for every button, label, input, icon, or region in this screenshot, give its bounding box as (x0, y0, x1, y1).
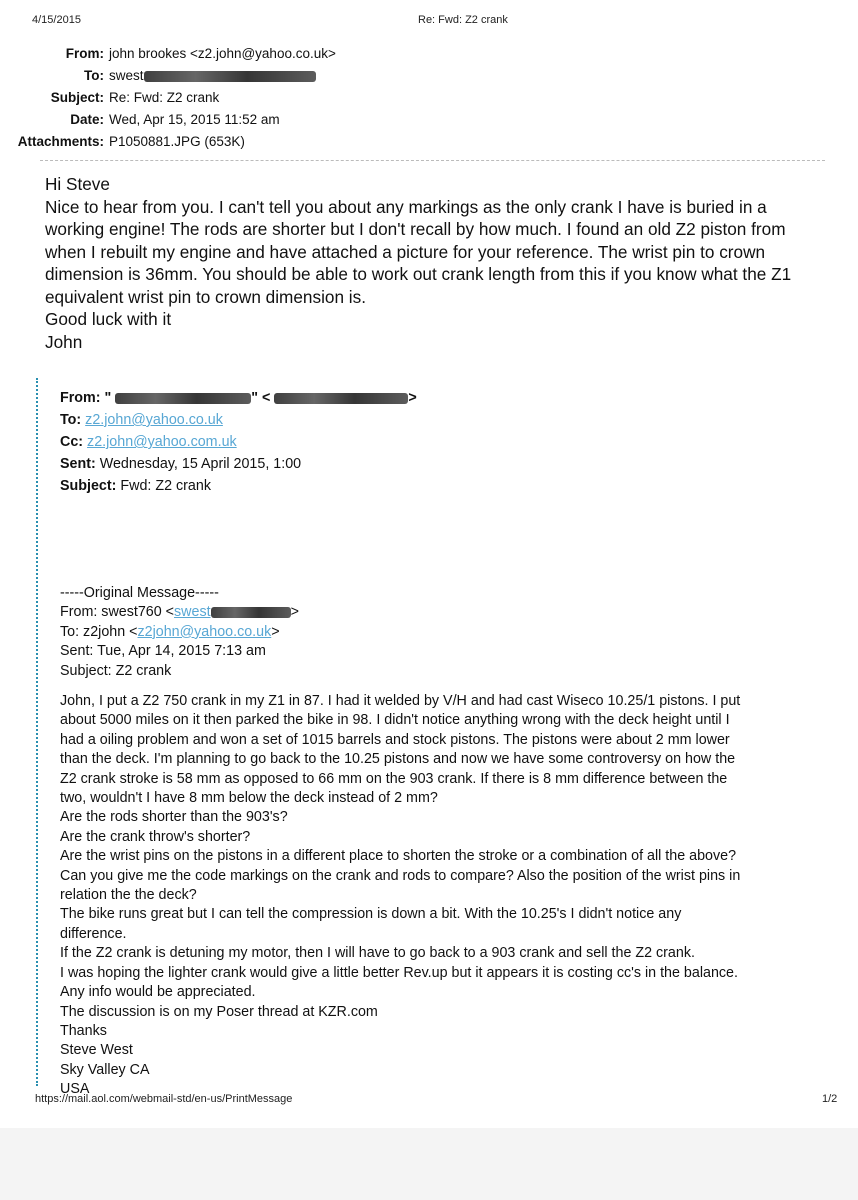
message-line: Are the wrist pins on the pistons in a different place to shorten the stroke or a combination of all the above? (60, 848, 737, 865)
message-line: USA (60, 1081, 90, 1098)
message-line: than the deck. I'm planning to go back to the 10.25 pistons and now we have some controversy on how the (60, 751, 736, 768)
header-subject-row (0, 90, 219, 105)
message-line: Steve West (60, 1042, 133, 1059)
reply-line: equivalent wrist pin to crown dimension is. (45, 286, 366, 307)
message-line: The bike runs great but I can tell the compression is down a bit. With the 10.25's I didn't notice any (60, 906, 682, 923)
fwd-subject-label: Subject: (60, 478, 117, 494)
message-line: I was hoping the lighter crank would give a little better Rev.up but it appears it is costing cc's in the balance. (60, 964, 738, 981)
reply-line: working engine! The rods are shorter but I don't recall by how much. I found an old Z2 piston from (45, 219, 786, 239)
fwd-sent-label: Sent: (60, 456, 96, 472)
to-value[interactable]: swest (109, 68, 144, 83)
message-line: Are the rods shorter than the 903's? (60, 809, 288, 826)
attachment-link[interactable]: P1050881.JPG (653K) (109, 134, 245, 149)
quote-bar (36, 378, 38, 1086)
header-date-row (0, 112, 280, 127)
from-label: From: (65, 46, 104, 61)
original-divider: -----Original Message----- (60, 585, 219, 601)
fwd-subject-row (60, 478, 211, 494)
original-to (60, 623, 840, 642)
original-to-link[interactable]: z2john@yahoo.co.uk (137, 623, 272, 640)
original-subject: Subject: Z2 crank (60, 662, 172, 679)
message-line: The discussion is on my Poser thread at KZR.com (60, 1003, 378, 1020)
fwd-sent-row (60, 456, 301, 472)
fwd-from-label: From: (60, 390, 101, 406)
fwd-sent-value: Wednesday, 15 April 2015, 1:00 (99, 456, 302, 472)
message-line: Can you give me the code markings on the crank and rods to compare? Also the position of the wrist pins in (60, 867, 741, 884)
message-line: John, I put a Z2 750 crank in my Z1 in 87. I had it welded by V/H and had cast Wiseco 10.25/1 pistons. I put (60, 693, 741, 709)
message-line: about 5000 miles on it then parked the bike in 98. I didn't notice anything wrong with the deck height until I (60, 712, 730, 729)
original-header (60, 584, 840, 681)
message-line: Thanks (60, 1022, 107, 1039)
fwd-cc-label: Cc: (60, 434, 84, 450)
original-sent: Sent: Tue, Apr 14, 2015 7:13 am (60, 643, 266, 660)
attachments-label: Attachments: (17, 134, 104, 149)
print-date: 4/15/2015 (32, 14, 81, 26)
original-from (60, 603, 840, 622)
original-to-text: To: z2john < (60, 623, 138, 640)
original-to-end: > (271, 623, 280, 640)
header-to-row (0, 68, 316, 83)
reply-line: when I rebuilt my engine and have attached a picture for your reference. The wrist pin to crown (45, 241, 766, 262)
header-attachments-row (0, 134, 245, 149)
message-line: If the Z2 crank is detuning my motor, then I will have to go back to a 903 crank and sell the Z2 crank. (60, 945, 695, 962)
reply-line: Good luck with it (45, 309, 172, 329)
header-divider (40, 160, 825, 161)
original-from-end: > (290, 604, 299, 621)
fwd-from-quote-open: " (104, 390, 112, 406)
message-line: relation the the deck? (60, 887, 197, 904)
message-line: Any info would be appreciated. (60, 984, 256, 1001)
reply-line: Hi Steve (45, 174, 110, 194)
redaction-mark (211, 607, 291, 618)
reply-line: dimension is 36mm. You should be able to work out crank length from this if you know what the Z1 (45, 264, 792, 284)
original-from-text: From: swest760 < (60, 604, 175, 621)
fwd-cc-row (60, 434, 237, 450)
fwd-cc-link[interactable]: z2.john@yahoo.com.uk (87, 434, 237, 450)
print-page-number: 1/2 (822, 1093, 838, 1105)
subject-label: Subject: (50, 90, 104, 105)
to-label: To: (84, 68, 104, 83)
reply-line: Nice to hear from you. I can't tell you about any markings as the only crank I have is buried in a (45, 196, 767, 217)
from-value[interactable]: john brookes <z2.john@yahoo.co.uk> (109, 46, 336, 61)
message-line: Are the crank throw's shorter? (60, 828, 251, 845)
message-line: Sky Valley CA (60, 1061, 150, 1078)
print-title: Re: Fwd: Z2 crank (418, 14, 508, 26)
fwd-from-quote-close: " < (251, 390, 271, 406)
date-label: Date: (70, 112, 104, 127)
fwd-from-end: > (408, 390, 417, 406)
message-line: Z2 crank stroke is 58 mm as opposed to 66 mm on the 903 crank. If there is 8 mm difference between the (60, 770, 728, 787)
redaction-mark (144, 71, 316, 82)
original-message-body (60, 692, 840, 1100)
subject-value: Re: Fwd: Z2 crank (109, 90, 220, 105)
header-from-row (0, 46, 336, 61)
reply-line: John (45, 331, 83, 352)
fwd-from-row (60, 390, 421, 406)
message-line: difference. (60, 925, 127, 942)
date-value: Wed, Apr 15, 2015 11:52 am (109, 112, 280, 127)
fwd-to-label: To: (60, 412, 82, 428)
fwd-subject-value: Fwd: Z2 crank (120, 478, 211, 494)
scan-bottom-margin (0, 1128, 858, 1200)
fwd-to-link[interactable]: z2.john@yahoo.co.uk (85, 412, 223, 428)
message-line: two, wouldn't I have 8 mm below the deck instead of 2 mm? (60, 790, 438, 807)
redaction-mark (115, 393, 251, 404)
fwd-to-row (60, 412, 223, 428)
redaction-mark (274, 393, 408, 404)
message-line: had a oiling problem and won a set of 1015 barrels and stock pistons. The pistons were about 2 mm lower (60, 731, 730, 748)
reply-body (45, 173, 835, 353)
print-footer-url[interactable]: https://mail.aol.com/webmail-std/en-us/PrintMessage (35, 1093, 293, 1105)
original-from-link[interactable]: swest (174, 604, 211, 621)
